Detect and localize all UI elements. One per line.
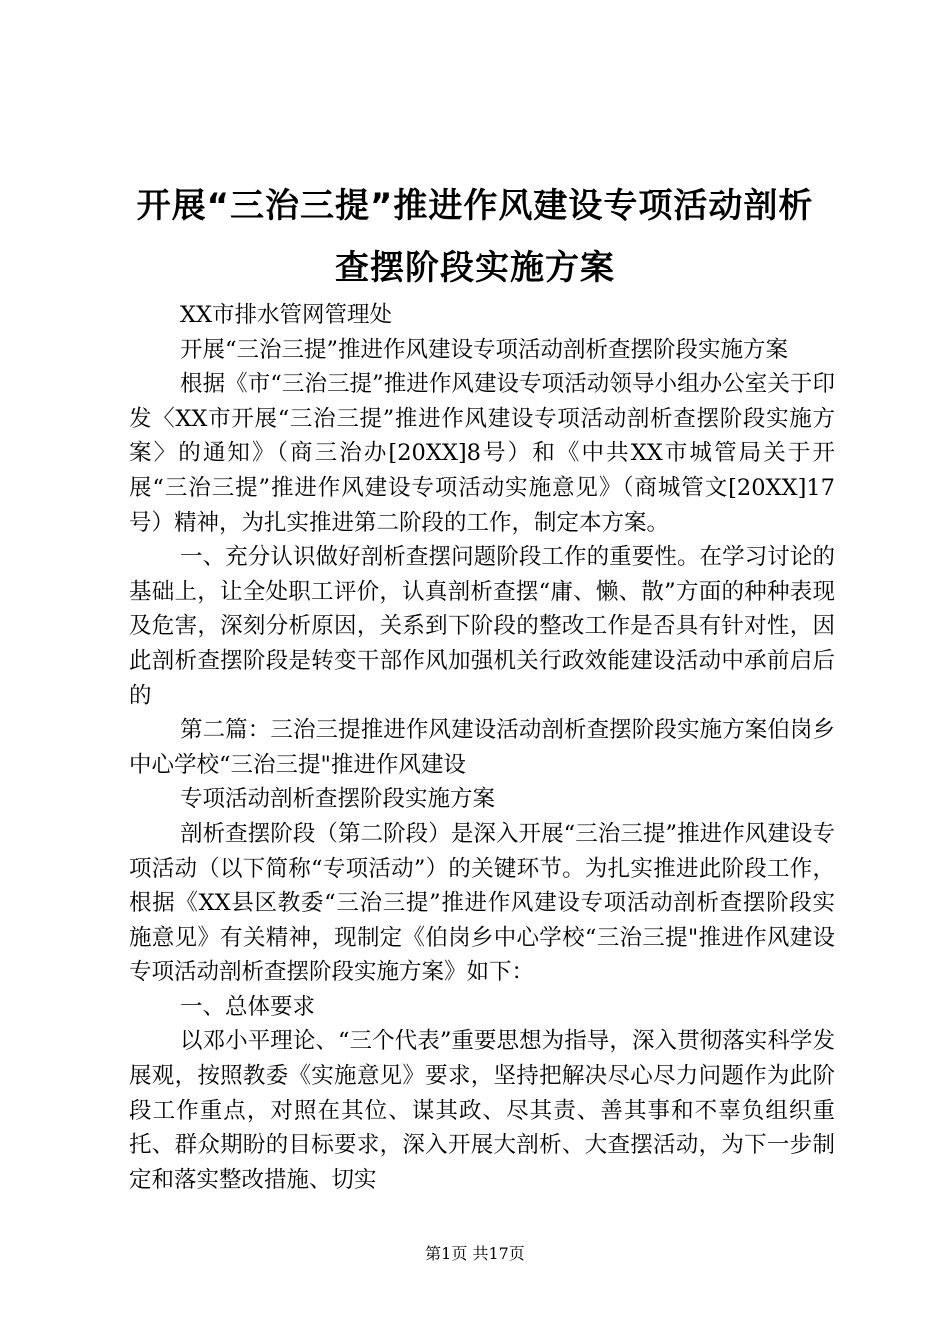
paragraph-general-requirements: 以邓小平理论、“三个代表”重要思想为指导，深入贯彻落实科学发展观，按照教委《实施意见》要求，坚持把解决尽心尽力问题作为此阶段工作重点，对照在其位、谋其政、尽其责、善其事和不辜负组织重托、群众期盼的目标要求，深入开展大剖析、大查摆活动，为下一步制定和落实整改措施、切实 xyxy=(129,1028,835,1193)
document-title-line-1: 开展“三治三提”推进作风建设专项活动剖析 xyxy=(136,186,814,226)
paragraph-basis: 根据《市“三治三提”推进作风建设专项活动领导小组办公室关于印发〈XX市开展“三治三提”推进作风建设专项活动剖析查摆阶段实施方案〉的通知》（商三治办[20XX]8号）和《中共XX市城管局关于开展“三治三提”推进作风建设专项活动实施意见》（商城管文[20XX]17号）精神，为扎实推进第二阶段的工作，制定本方案。 xyxy=(129,371,835,536)
paragraph-part-2-intro: 剖析查摆阶段（第二阶段）是深入开展“三治三提”推进作风建设专项活动（以下简称“专项活动”）的关键环节。为扎实推进此阶段工作，根据《XX县区教委“三治三提”推进作风建设专项活动剖析查摆阶段实施意见》有关精神，现制定《伯岗乡中心学校“三治三提"推进作风建设专项活动剖析查摆阶段实施方案》如下： xyxy=(129,820,835,986)
document-body xyxy=(129,298,835,1197)
document-title-line-2: 查摆阶段实施方案 xyxy=(335,248,615,288)
paragraph-issuer: XX市排水管网管理处 xyxy=(180,302,393,328)
page-number-footer: 第1页 共17页 xyxy=(425,1244,525,1263)
paragraph-subtitle: 开展“三治三提”推进作风建设专项活动剖析查摆阶段实施方案 xyxy=(180,336,789,363)
paragraph-part-2-heading: 第二篇：三治三提推进作风建设活动剖析查摆阶段实施方案伯岗乡中心学校“三治三提"推进作风建设 xyxy=(129,717,835,778)
paragraph-part-2-subheading: 专项活动剖析查摆阶段实施方案 xyxy=(180,786,496,813)
paragraph-general-requirements-heading: 一、总体要求 xyxy=(180,993,316,1020)
paragraph-section-1: 一、充分认识做好剖析查摆问题阶段工作的重要性。在学习讨论的基础上，让全处职工评价，认真剖析查摆“庸、懒、散”方面的种种表现及危害，深刻分析原因，关系到下阶段的整改工作是否具有针对性，因此剖析查摆阶段是转变干部作风加强机关行政效能建设活动中承前启后的 xyxy=(129,544,835,709)
